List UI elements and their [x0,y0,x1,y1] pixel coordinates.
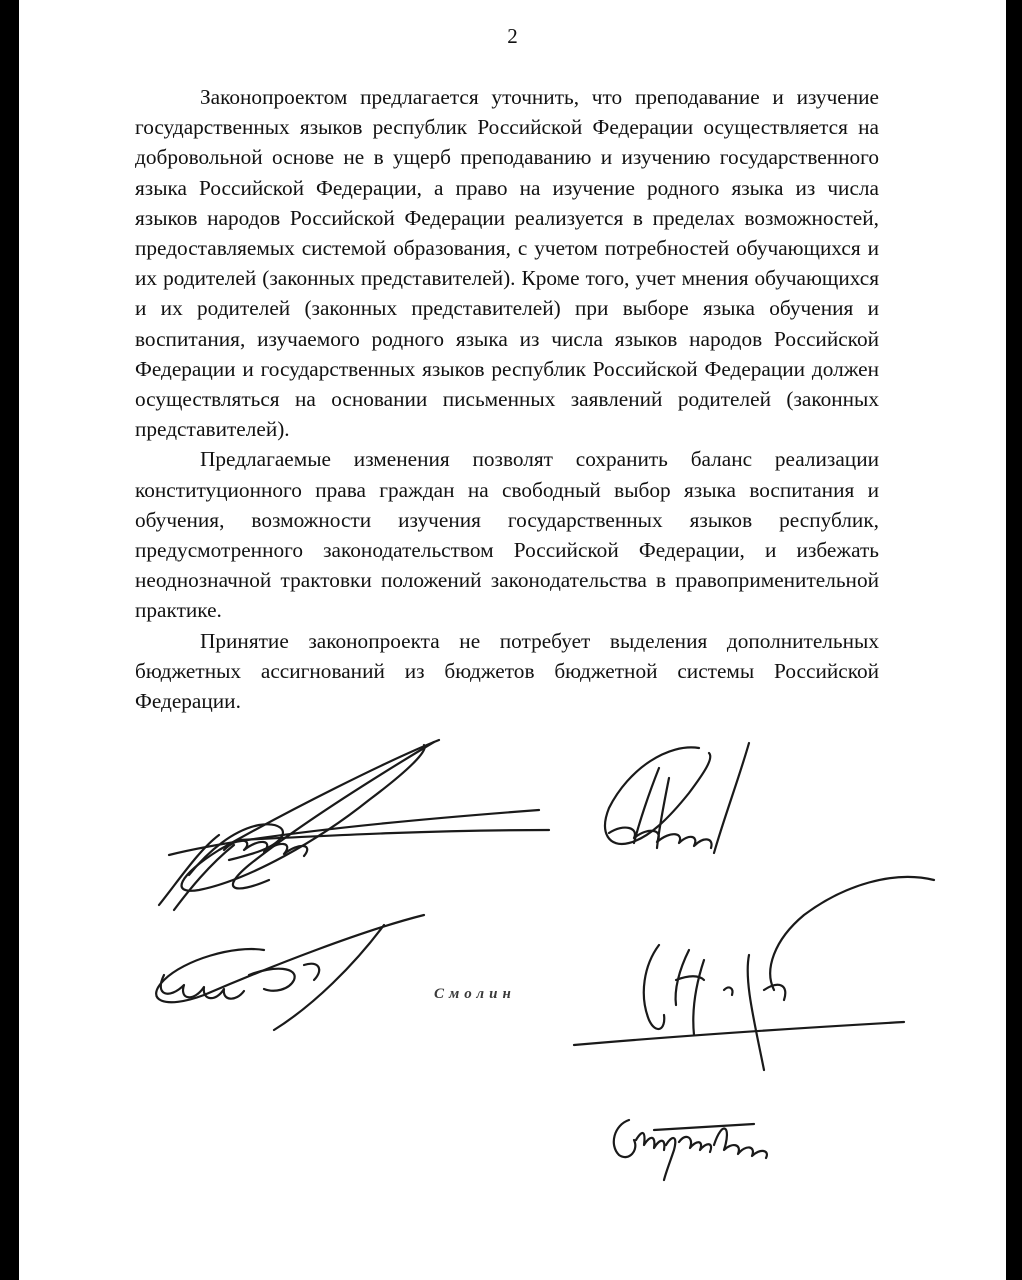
signature-5-image [604,1100,784,1190]
signature-1-image [139,730,559,920]
document-body [135,82,879,716]
paragraph-1: Законопроектом предлагается уточнить, что преподавание и изучение государственных языков республик Российской Федерации осуществляется на добровольной основе не в ущерб преподаванию и изучению государственного языка Российской Федерации, а право на изучение родного языка из числа языков народов Российской Федерации реализуется в пределах возможностей, предоставляемых системой образования, с учетом потребностей обучающихся и их родителей (законных представителей). Кроме того, учет мнения обучающихся и их родителей (законных представителей) при выборе языка обучения и воспитания, изучаемого родного языка из числа языков народов Российской Федерации и государственных языков республик Российской Федерации должен осуществляться на основании письменных заявлений родителей (законных представителей). [135,85,879,442]
signatory-name-stamp: Смолин [434,986,516,1002]
paragraph-2: Предлагаемые изменения позволят сохранить баланс реализации конституционного права граждан на свободный выбор языка воспитания и обучения, возможности изучения государственных языков республик, предусмотренного законодательством Российской Федерации, и избежать неоднозначной трактовки положений законодательства в правоприменительной практике. [135,447,879,623]
document-page [19,0,1006,1280]
signature-2-image [589,738,789,868]
signatures-block [19,730,1006,1210]
signature-3-image [124,905,454,1035]
paragraph-3: Принятие законопроекта не потребует выделения дополнительных бюджетных ассигнований из бюджетов бюджетной системы Российской Федерации. [135,628,879,714]
signature-4-image [564,870,944,1070]
page-number: 2 [507,24,518,48]
